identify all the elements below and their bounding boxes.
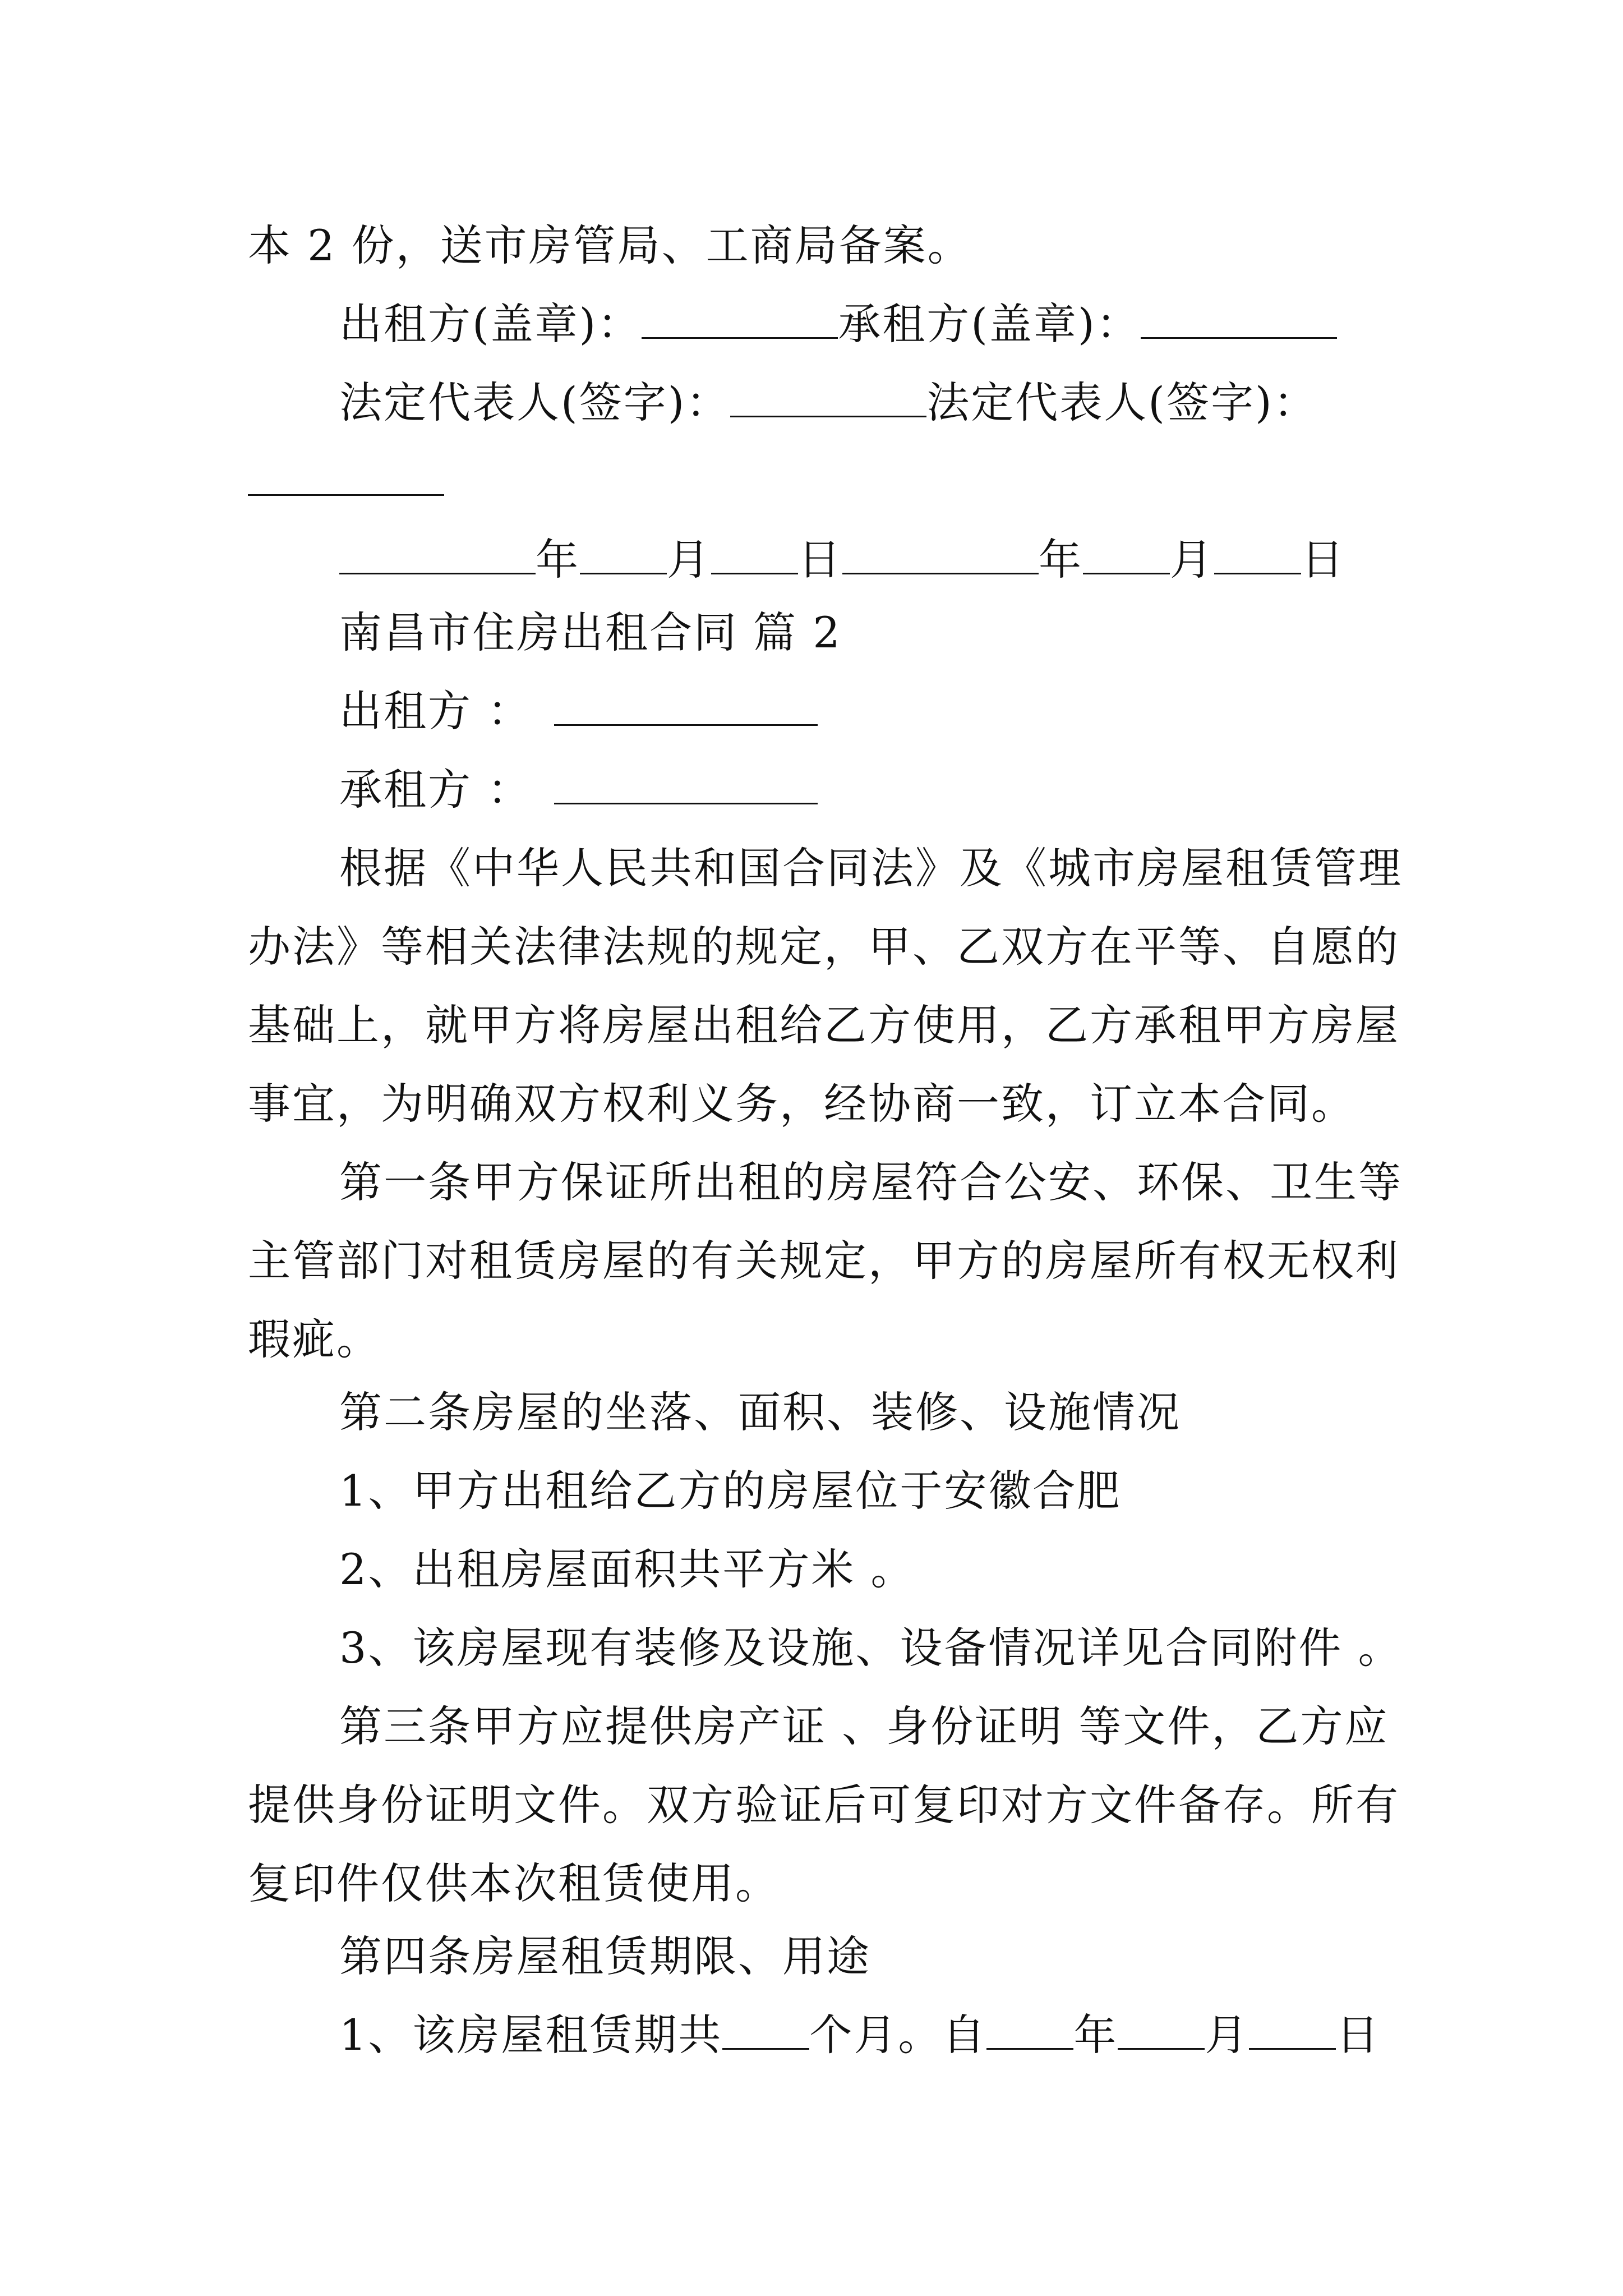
- lessee-rep-blank: [248, 456, 444, 496]
- start-day-blank: [1249, 2010, 1336, 2050]
- start-year-label: 年: [1073, 2010, 1118, 2060]
- lessor-blank: [554, 686, 818, 726]
- lease-term-label: 1、该房屋租赁期共: [339, 2010, 723, 2060]
- months-blank: [722, 2010, 809, 2050]
- year-blank-2: [842, 535, 1039, 574]
- date-line: [339, 532, 1345, 588]
- year-blank: [339, 535, 536, 574]
- paragraph-line: 事宜，为明确双方权利义务，经协商一致，订立本合同。: [248, 1079, 1355, 1129]
- year-label-2: 年: [1039, 535, 1083, 585]
- paragraph-line: 第一条甲方保证所出租的房屋符合公安、环保、卫生等: [339, 1157, 1403, 1207]
- lessor-seal-label: 出租方(盖章)：: [339, 299, 642, 349]
- paragraph-line: 基础上，就甲方将房屋出租给乙方使用，乙方承租甲方房屋: [248, 1000, 1400, 1050]
- lessee-label: 承租方 ：: [339, 765, 532, 815]
- day-blank-2: [1214, 535, 1301, 574]
- paragraph-line: 瑕疵。: [248, 1314, 381, 1364]
- signature-overflow-line: [248, 453, 444, 509]
- start-month-label: 月: [1205, 2010, 1249, 2060]
- list-item: 3、该房屋现有装修及设施、设备情况详见合同附件 。: [339, 1623, 1403, 1673]
- month-label: 月: [667, 535, 711, 585]
- day-label: 日: [798, 535, 842, 585]
- lessor-rep-label: 法定代表人(签字)：: [339, 378, 731, 427]
- lessor-label: 出租方 ：: [339, 686, 532, 736]
- paragraph-line: 复印件仅供本次租赁使用。: [248, 1858, 780, 1908]
- text-line: 本 2 份，送市房管局、工商局备案。: [248, 220, 972, 270]
- paragraph-line: 根据《中华人民共和国合同法》及《城市房屋租赁管理: [339, 843, 1403, 893]
- month-blank-2: [1083, 535, 1170, 574]
- lessee-seal-blank: [1141, 299, 1337, 339]
- start-day-label: 日: [1336, 2010, 1381, 2060]
- start-month-blank: [1118, 2010, 1205, 2050]
- month-blank: [580, 535, 667, 574]
- paragraph-line: 第三条甲方应提供房产证 、身份证明 等文件，乙方应: [339, 1701, 1389, 1751]
- paragraph-line: 主管部门对租赁房屋的有关规定，甲方的房屋所有权无权利: [248, 1236, 1400, 1286]
- list-item: 1、甲方出租给乙方的房屋位于安徽合肥: [339, 1466, 1122, 1516]
- article-title: 第二条房屋的坐落、面积、装修、设施情况: [339, 1387, 1181, 1437]
- day-label-2: 日: [1301, 535, 1345, 585]
- lease-term-line: [339, 2007, 1380, 2063]
- year-label: 年: [536, 535, 580, 585]
- paragraph-line: 办法》等相关法律法规的规定，甲、乙双方在平等、自愿的: [248, 922, 1400, 972]
- signature-seal-line: [339, 296, 1337, 352]
- lessee-line: [339, 762, 818, 818]
- paragraph-line: 提供身份证明文件。双方验证后可复印对方文件备存。所有: [248, 1780, 1400, 1830]
- list-item: 2、出租房屋面积共平方米 。: [339, 1544, 915, 1594]
- lessee-blank: [554, 765, 818, 804]
- section-title: 南昌市住房出租合同 篇 2: [339, 608, 842, 657]
- day-blank: [711, 535, 798, 574]
- lessor-line: [339, 683, 818, 739]
- month-label-2: 月: [1170, 535, 1214, 585]
- article-title: 第四条房屋租赁期限、用途: [339, 1931, 871, 1981]
- lessor-seal-blank: [642, 299, 838, 339]
- lessee-rep-label: 法定代表人(签字)：: [926, 378, 1318, 427]
- representative-signature-line: [339, 375, 1318, 431]
- lessor-rep-blank: [730, 378, 926, 417]
- months-label: 个月。自: [809, 2010, 987, 2060]
- start-year-blank: [986, 2010, 1073, 2050]
- lessee-seal-label: 承租方(盖章)：: [838, 299, 1141, 349]
